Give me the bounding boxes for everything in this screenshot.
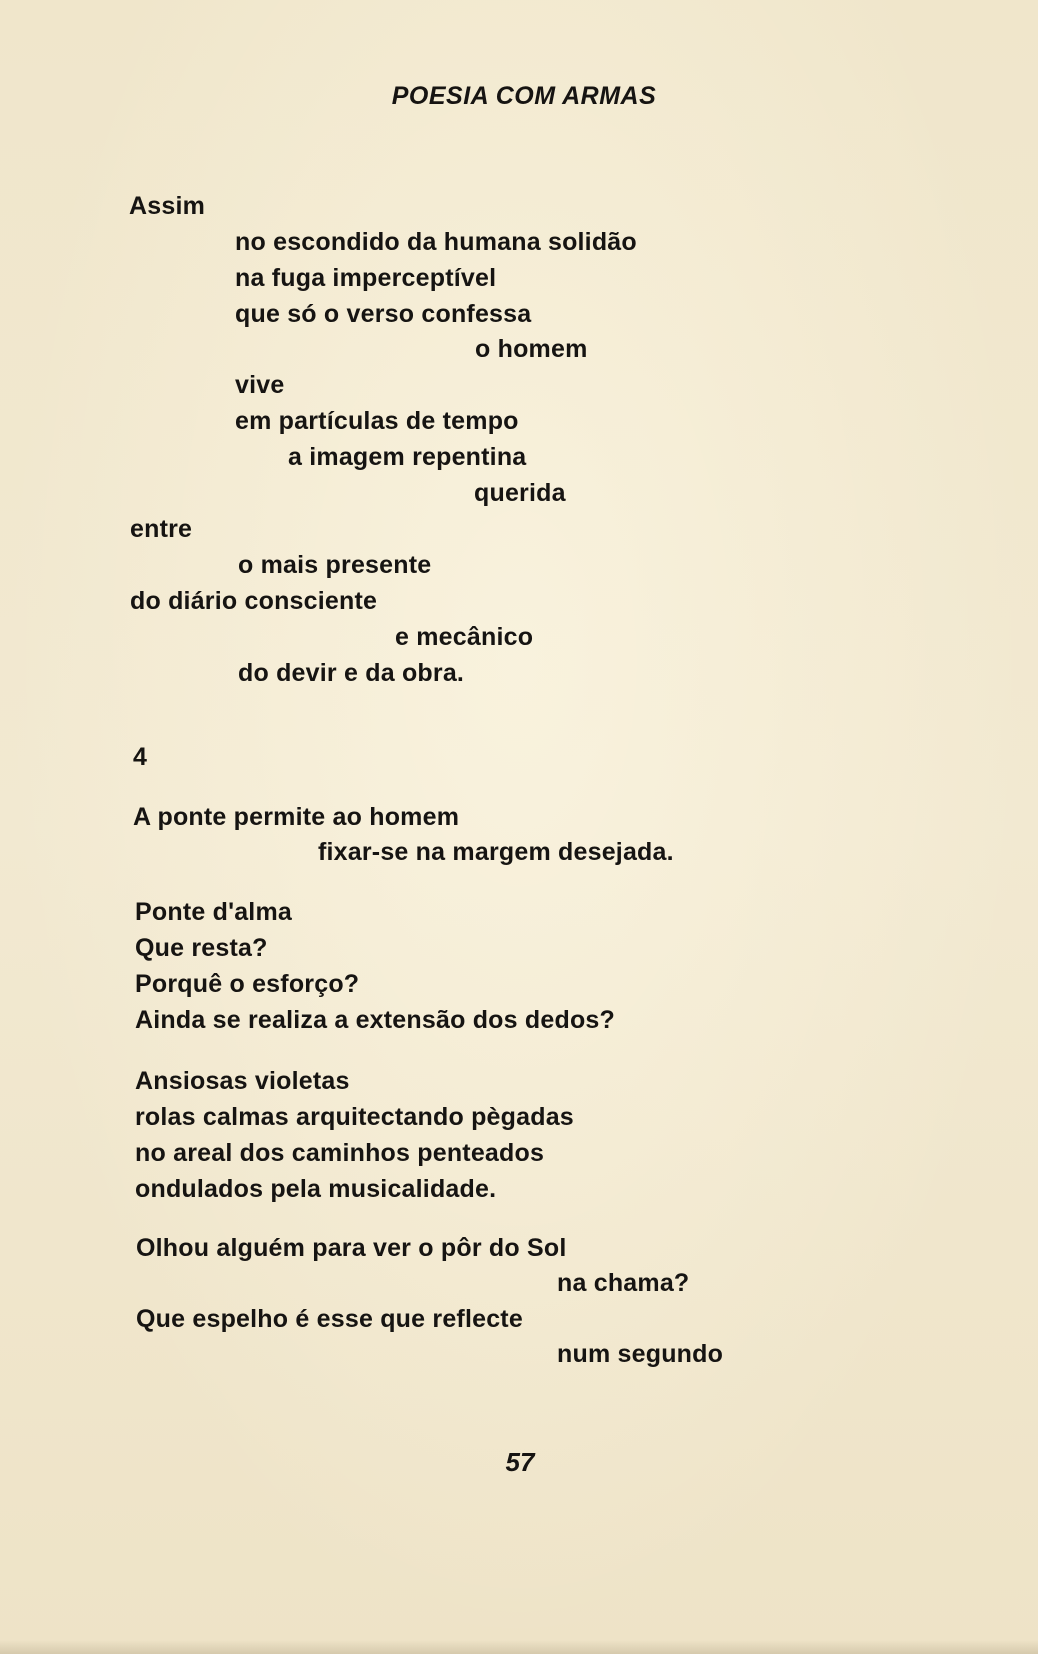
poem-line: na chama? bbox=[557, 1269, 690, 1297]
poem-line: o homem bbox=[475, 335, 588, 363]
poem-line: e mecânico bbox=[395, 623, 534, 651]
poem-line: entre bbox=[130, 515, 193, 543]
page-number: 57 bbox=[505, 1447, 535, 1477]
poem-line: A ponte permite ao homem bbox=[133, 803, 460, 831]
poem-line: Que resta? bbox=[135, 934, 268, 962]
poem-line: fixar-se na margem desejada. bbox=[318, 838, 674, 866]
poem-line: Ainda se realiza a extensão dos dedos? bbox=[135, 1006, 615, 1034]
poem-line: ondulados pela musicalidade. bbox=[135, 1175, 497, 1203]
poem-line: Ansiosas violetas bbox=[135, 1067, 350, 1095]
poem-line: Ponte d'alma bbox=[135, 898, 292, 926]
poem-line: Olhou alguém para ver o pôr do Sol bbox=[136, 1234, 567, 1262]
poem-line: no escondido da humana solidão bbox=[235, 228, 637, 256]
poem-line: o mais presente bbox=[238, 551, 432, 579]
poem-line: do devir e da obra. bbox=[238, 659, 465, 687]
poem-line: do diário consciente bbox=[130, 587, 378, 615]
poem-line: Porquê o esforço? bbox=[135, 970, 360, 998]
poem-line: que só o verso confessa bbox=[235, 300, 532, 328]
page-edge bbox=[0, 1640, 1038, 1654]
poem-line: num segundo bbox=[557, 1340, 724, 1368]
poem-line: rolas calmas arquitectando pègadas bbox=[135, 1103, 574, 1131]
section-number: 4 bbox=[133, 743, 148, 771]
poem-line: em partículas de tempo bbox=[235, 407, 519, 435]
running-header: POESIA COM ARMAS bbox=[391, 82, 657, 110]
poem-line: Que espelho é esse que reflecte bbox=[136, 1305, 523, 1333]
poem-line: a imagem repentina bbox=[288, 443, 527, 471]
poem-line: Assim bbox=[129, 192, 206, 220]
poem-line: na fuga imperceptível bbox=[235, 264, 497, 292]
poem-line: vive bbox=[235, 371, 285, 399]
poem-line: no areal dos caminhos penteados bbox=[135, 1139, 545, 1167]
poem-line: querida bbox=[474, 479, 566, 507]
